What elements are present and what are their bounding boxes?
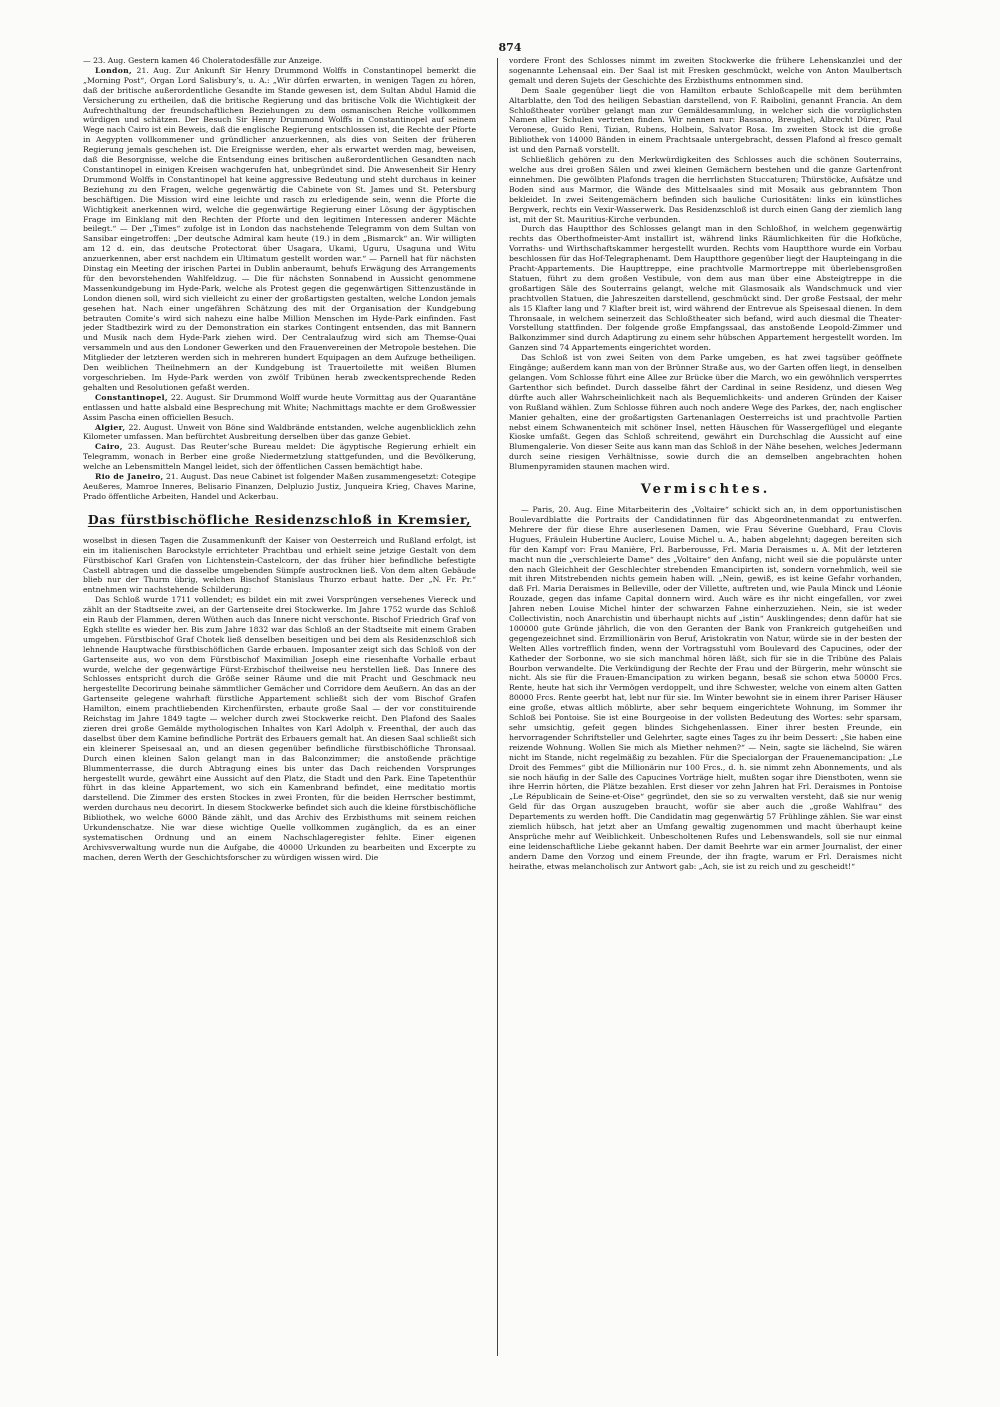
news-text: 21. August. Das neue Cabinet ist folgender Maßen zusammengesetzt: Cotegipe Aeußeres, Mamroe Inneres, Belisario Finanzen, Delpluzio Justiz, Junqueira Krieg, Chaves Marine, Prado öffentliche Arbeiten, Handel und Ackerbau. <box>83 472 476 501</box>
column-divider <box>497 58 498 1356</box>
news-item <box>83 472 476 502</box>
article-paragraph: Dem Saale gegenüber liegt die von Hamilton erbaute Schloßcapelle mit dem berühmten Altarblatte, den Tod des heiligen Sebastian darstellend, von F. Raibolini, genannt Francia. An dem Schloßtheater vorüber gelangt man zur Gemäldesammlung, in welcher sich die vorzüglichsten Namen aller Schulen vertreten finden. Wir nennen nur: Bassano, Breughel, Albrecht Dürer, Paul Veronese, Guido Reni, Tizian, Rubens, Holbein, Salvator Rosa. Im zweiten Stock ist die große Bibliothek von 14000 Bänden in einem Prachtsaale untergebracht, dessen Plafond al fresco gemalt ist und den Parnaß vorstellt. <box>509 85 902 155</box>
news-dateline: Cairo, <box>95 442 123 452</box>
news-dateline: Constantinopel, <box>95 392 168 402</box>
news-text: 21. Aug. Zur Ankunft Sir Henry Drummond Wolffs in Constantinopel bemerkt die „Morning Post“, Organ Lord Salisbury’s, u. A.: „Wir dürfen erwarten, in wenigen Tagen zu hören, daß der britische außerordentliche Gesandte im Stande gewesen ist, dem Sultan Abdul Hamid die Versicherung zu ertheilen, daß die britische Regierung und das britische Volk die Wichtigkeit der Aufrechthaltung der freundschaftlichen Beziehungen zu dem osmanischen Reiche vollkommen würdigen und schätzen. Der Besuch Sir Henry Drummond Wolffs in Constantinopel auf seinem Wege nach Cairo ist ein Beweis, daß die englische Regierung entschlossen ist, die Rechte der Pforte in Aegypten vollkommener und gründlicher anzuerkennen, als dies von Seiten der früheren Regierung jemals geschehen ist. Die Ereignisse werden, eher als erwartet werden mag, beweisen, daß die Besorgnisse, welche die Entsendung eines britischen außerordentlichen Gesandten nach Constantinopel in einigen Kreisen wachgerufen hat, unbegründet sind. Die Anwesenheit Sir Henry Drummond Wolffs in Constantinopel hat keine aggressive Bedeutung und steht durchaus in keiner Beziehung zu den Fragen, welche gegenwärtig die Cabinete von St. James und St. Petersburg beschäftigen. Die Mission wird eine leichte und rasch zu erledigende sein, wenn die Pforte die Wichtigkeit anerkennen wird, welche die gegenwärtige Regierung einer Lösung der ägyptischen Frage im Einklang mit den Rechten der Pforte und den legitimen Interessen anderer Mächte beilegt.“ — Der „Times“ zufolge ist in London das nachstehende Telegramm von dem Sultan von Sansibar eingetroffen: „Der deutsche Admiral kam heute (19.) in dem „Bismarck“ an. Wir willigten am 12 d. ein, das deutsche Protectorat über Usagara, Ukami, Uguru, Usaguna und Witu anzuerkennen, aber erst nachdem ein Ultimatum gestellt worden war.“ — Parnell hat für nächsten Dinstag ein Meeting der irischen Partei in Dublin anberaumt, behufs Erwägung des Arrangements für den bevorstehenden Wahlfeldzug. — Die für nächsten Sonnabend in Aussicht genommene Massenkundgebung im Hyde-Park, welche als Protest gegen die gegenwärtigen Sittenzustände in London dienen soll, wird sich vielleicht zu einer der großartigsten gestalten, welche London jemals gesehen hat. Nach einer ungefähren Schätzung des mit der Organisation der Kundgebung betrauten Comite’s wird sich nahezu eine halbe Million Menschen im Hyde-Park einfinden. Fast jeder Stadtbezirk wird zu der Demonstration ein starkes Contingent entsenden, das mit Bannern und Musik nach dem Hyde-Park ziehen wird. Der Centralaufzug wird sich am Themse-Quai versammeln und aus den Londoner Gewerken und den Frauenvereinen der Metropole bestehen. Die Mitglieder der letzteren werden sich in mehreren hundert Equipagen an dem Aufzuge betheiligen. Den weiblichen Theilnehmern an der Kundgebung ist Trauertoilette mit weißen Blumen vorgeschrieben. Im Hyde-Park werden von zwölf Tribünen herab zweckentsprechende Reden gehalten und Resolutionen gefaßt werden. <box>83 65 476 392</box>
article-paragraph: Das Schloß wurde 1711 vollendet; es bildet ein mit zwei Vorsprüngen versehenes Viereck und zählt an der Stadtseite zwei, an der Gartenseite drei Stockwerke. Im Jahre 1752 wurde das Schloß ein Raub der Flammen, deren Wüthen auch das Innere nicht verschonte. Bischof Friedrich Graf von Egkh stellte es wieder her. Bis zum Jahre 1832 war das Schloß an der Stadtseite mit einem Graben umgeben. Fürstbischof Graf Chotek ließ denselben beseitigen und bei dem als Residenzschloß sich lehnende Hauptwache fürstbischöflichen Garde erbauen. Imposanter zeigt sich das Schloß von der Gartenseite aus, wo von dem Fürstbischof Maximilian Joseph eine riesenhafte Vorhalle erbaut wurde, welche der gegenwärtige Fürst-Erzbischof theilweise neu herstellen ließ. Das Innere des Schlosses entspricht durch die Größe seiner Räume und die mit Pracht und Geschmack neu hergestellte Decorirung beinahe sämmtlicher Gemächer und Corridore dem Aeußern. An das an der Gartenseite gelegene wahrhaft fürstliche Appartement schließt sich der vom Bischof Grafen Hamilton, einem prachtliebenden Kirchenfürsten, erbaute große Saal — der vor constituirende Reichstag im Jahre 1849 tagte — welcher durch zwei Stockwerke reicht. Den Plafond des Saales zieren drei große Gemälde mythologischen Inhaltes von Karl Adolph v. Freenthal, der auch das daselbst über dem Kamine befindliche Porträt des Erbauers gemalt hat. An diesen Saal schließt sich ein kleinerer Speisesaal an, und an diesen gegenüber befindliche fürstbischöfliche Thronsaal. Durch einen kleinen Salon gelangt man in das Balconzimmer; die anstoßende prächtige Blummenterrasse, die durch Abtragung eines bis unter das Dach reichenden Vorsprunges hergestellt wurde, gewährt eine Aussicht auf den Platz, die Stadt und den Park. Eine Tapetenthür führt in das kleine Appartement, wo sich ein Kamenbrand befindet, eine meditatio mortis darstellend. Die Zimmer des ersten Stockes in zwei Fronten, für die beiden Herrscher bestimmt, werden durchaus neu decorirt. In diesem Stockwerke befindet sich auch die kleine fürstbischöfliche Bibliothek, wo welche 6000 Bände zählt, und das Archiv des Erzbisthums mit seinem reichen Urkundenschatze. Nie war diese wichtige Quelle vollkommen zugänglich, da es an einer systematischen Ordnung und an einem Nachschlageregister fehlte. Einer eigenen Archivsverwaltung wurde nun die Aufgabe, die 40000 Urkunden zu bearbeiten und Excerpte zu machen, deren Werth der Geschichtsforscher zu würdigen wissen wird. Die <box>83 595 476 862</box>
news-text: 23. August. Das Reuter’sche Bureau meldet: Die ägyptische Regierung erhielt ein Telegramm, wonach in Berber eine große Niedermetzlung stattgefunden, und die Bevölkerung, welche an Lebensmitteln Mangel leidet, sich der öffentlichen Cassen bemächtigt habe. <box>83 442 476 472</box>
page-number: 874 <box>498 41 522 54</box>
article-paragraph: Durch das Hauptthor des Schlosses gelangt man in den Schloßhof, in welchem gegenwärtig rechts das Oberthofmeister-Amt installirt ist, während links Räumlichkeiten für die Hofküche, Vorraths- und Wirthschaftskammer hergestellt wurden. Rechts vom Hauptthore wurde ein Vorbau beschlossen für das Hof-Telegraphenamt. Dem Hauptthore gegenüber liegt der Haupteingang in die Pracht-Appartements. Die Haupttreppe, eine prachtvolle Marmortreppe mit überlebensgroßen Statuen, führt zu dem großen Vestibule, von dem aus man über eine Absteigtreppe in die großartigen Säle des Souterrains gelangt, welche mit Glasmosaik als Wandschmuck und vier prachtvollen Statuen, die Jahreszeiten darstellend, geschmückt sind. Der große Festsaal, der mehr als 15 Klafter lang und 7 Klafter breit ist, wird während der Entrevue als Speisesaal dienen. In dem Thronsaale, in welchem seinerzeit das Schloßtheater sich befand, wird auch diesmal die Theater-Vorstellung stattfinden. Der folgende große Empfangssaal, das anstoßende Leopold-Zimmer und Balkonzimmer sind durch Adaptirung zu einem sehr hübschen Appartement hergestellt worden. Im Ganzen sind 74 Appartements eingerichtet worden. <box>509 224 902 353</box>
news-item <box>83 423 476 443</box>
article-paragraph: Das Schloß ist von zwei Seiten von dem Parke umgeben, es hat zwei tagsüber geöffnete Eingänge; außerdem kann man von der Brünner Straße aus, wo der Garten offen liegt, in denselben gelangen. Vom Schlosse führt eine Allee zur Brücke über die March, wo ein gewöhnlich versperrtes Gartenthor sich befindet. Durch dasselbe fährt der Cardinal in seine Residenz, und diesen Weg dürfte auch aller Wahrscheinlichkeit nach als Bequemlichkeits- und anderen Gründen der Kaiser von Rußland wählen. Zum Schlosse führen auch noch andere Wege des Parkes, der, nach englischer Manier gehalten, eine der großartigsten Gartenanlagen Oesterreichs ist und prachtvolle Partien nebst einem Schwanenteich mit schöner Insel, netten Häuschen für Wassergeflügel und elegante Kioske umfaßt. Gegen das Schloß schreitend, gewährt ein Durchschlag die Aussicht auf eine Blumengalerie. Von dieser Seite aus kann man das Schloß in der Nähe besehen, welches Jedermann durch seine riesigen Verhältnisse, sowie durch die an demselben angebrachten hohen Blumenpyramiden staunen machen wird. <box>509 353 902 472</box>
news-item <box>83 56 476 66</box>
news-text: 22. August. Unweit von Böne sind Waldbrände entstanden, welche augenblicklich zehn Kilometer umfassen. Man befürchtet Ausbreitung derselben über das ganze Gebiet. <box>83 422 476 442</box>
news-text: 22. August. Sir Drummond Wolff wurde heute Vormittag aus der Quarantäne entlassen und hatte alsbald eine Besprechung mit White; Nachmittags machte er dem Großwessier Assim Pascha einen officiellen Besuch. <box>83 392 476 422</box>
article-paragraph: Schließlich gehören zu den Merkwürdigkeiten des Schlosses auch die schönen Souterrains, welche aus drei großen Sälen und zwei kleinen Gemächern bestehen und die ganze Gartenfront einnehmen. Die gewölbten Plafonds tragen die herrlichsten Stuccaturen; Thürstöcke, Aufsätze und Boden sind aus Marmor, die Wände des Mittelsaales sind mit Mosaik aus gebranntem Thon bekleidet. In zwei Seitengemächern befinden sich bauliche Curiositäten: links ein künstliches Bergwerk, rechts ein Vexir-Wasserwerk. Das Residenzschloß ist durch einen Gang der ziemlich lang ist, mit der St. Mauritius-Kirche verbunden. <box>509 155 902 224</box>
news-dateline: Rio de Janeiro, <box>95 472 164 482</box>
news-dateline: London, <box>95 65 132 75</box>
section-heading: Das fürstbischöfliche Residenzschloß in Kremsier, <box>87 511 472 527</box>
article-paragraph: — Paris, 20. Aug. Eine Mitarbeiterin des „Voltaire“ schickt sich an, in dem opportunistischen Boulevardblatte die Portraits der Candidatinnen für das Abgeordnetenmandat zu entwerfen. Mehrere der für diese Ehre auserlesenen Damen, wie Frau Séverine Guebhard, Frau Clovis Hugues, Fräulein Hubertine Auclerc, Louise Michel u. A., haben abgelehnt; dagegen bereiten sich für den Kampf vor: Frau Manière, Frl. Barberousse, Frl. Maria Deraismes u. A. Mit der letzteren macht nun die „verschleierte Dame“ des „Voltaire“ den Anfang, nicht weil sie die populärste unter den nach Gleichheit der Geschlechter strebenden Emancipirten ist, sondern vornehmlich, weil sie mit ihren Mitstrebenden nichts gemein haben will. „Nein, gewiß, es ist keine Gefahr vorhanden, daß Frl. Maria Deraismes in Belleville, oder der Villette, auftreten und, wie Paula Minck und Léonie Rouzade, gegen das infame Capital donnern wird. Auch wäre es ihr nicht eingefallen, vor zwei Jahren neben Louise Michel hinter der schwarzen Fahne einherzuziehen. Nein, sie ist weder Collectivistin, noch Anarchistin und überhaupt nichts auf „istin“ Ausklingendes; denn dafür hat sie 100000 gute Gründe jährlich, die von den Geranten der Bank von Frankreich gutgeheißen und gegengezeichnet sind. Erzmillionärin von Beruf, Aristokratin von Natur, würde sie in der besten der Welten Alles vortrefflich finden, wenn der Vortragsstuhl vom Boulevard des Capucines, oder der Katheder der Sorbonne, wo sie sich manchmal hören läßt, sich für sie in die Tribüne des Palais Bourbon verwandelte. Die Verkündigung der Rechte der Frau und der Bürgerin, mehr wünscht sie nicht. Als sie für die Frauen-Emancipation zu wirken begann, besaß sie schon etwa 50000 Frcs. Rente, heute hat sich ihr Vermögen verdoppelt, und ihre Schwester, welche von einem alten Gatten 80000 Frcs. Rente geerbt hat, lebt nur für sie. Im Winter bewohnt sie in einem ihrer Pariser Häuser eine große, etwas altlich möblirte, aber sehr bequem eingerichtete Wohnung, im Sommer ihr Schloß bei Pontoise. Sie ist eine Bourgeoise in der vollsten Bedeutung des Wortes: sehr sparsam, sehr umsichtig, gefeit gegen blindes Sichgehenlassen. Einer ihrer besten Freunde, ein hervorragender Schriftsteller und Gelehrter, sagte eines Tages zu ihr beim Dessert: „Sie haben eine reizende Wohnung. Wollen Sie mich als Miether nehmen?“ — Nein, sagte sie lächelnd, Sie wären nicht im Stande, nicht regelmäßig zu bezahlen. Für die Specialorgan der Frauenemancipation: „Le Droit des Femmes“ gibt die Millionärin nur 100 Frcs., d. h. sie nimmt zehn Abonnements, und als sie noch häufig in der Salle des Capucines Vorträge hielt, mußten sogar ihre Dienstboten, wenn sie ihre Herrin hörten, die Plätze bezahlen. Erst dieser vor zehn Jahren hat Frl. Deraismes in Pontoise „Le Républicain de Seine-et-Oise“ gegründet, den sie so zu verwalten versteht, daß sie nur wenig Geld für das Organ auszugeben braucht, wofür sie aber auch die „große Wahlfrau“ des Departements zu werden hofft. Die Candidatin mag gegenwärtig 57 Frühlinge zählen. Sie war einst ziemlich hübsch, hat jetzt aber an Umfang gewaltig zugenommen und macht überhaupt keine Ansprüche mehr auf Weiblichkeit. Unbescholtenen Rufes und Lebenswandels, soll sie nur einmal eine leidenschaftliche Liebe gekannt haben. Der damit Beehrte war ein armer Journalist, der einer andern Dame den Vorzog und einem Freunde, der ihn fragte, warum er Frl. Deraismes nicht heirathe, etwas melancholisch zur Antwort gab: „Ach, sie ist zu reich und zu gescheidt!“ <box>509 505 902 871</box>
news-item <box>83 442 476 472</box>
article-paragraph: woselbst in diesen Tagen die Zusammenkunft der Kaiser von Oesterreich und Rußland erfolgt, ist ein im italienischen Barockstyle errichteter Prachtbau und erhielt seine jetzige Gestalt von dem Fürstbischof Karl Grafen von Lichtenstein-Castelcorn, der das früher hier befindliche befestigte Castell abtragen und die dasselbe umgebenden Sümpfe austrocknen ließ. Von dem alten Gebäude blieb nur der Thurm übrig, welchen Bischof Stanislaus Thurzo erbaut hatte. Der „N. Fr. Pr.“ entnehmen wir nachstehende Schilderung: <box>83 535 476 595</box>
news-item <box>83 393 476 423</box>
news-item <box>83 66 476 393</box>
right-column <box>509 56 902 1356</box>
article-paragraph: vordere Front des Schlosses nimmt im zweiten Stockwerke die frühere Lehenskanzlei und der sogenannte Lehensaal ein. Der Saal ist mit Fresken geschmückt, welche von Anton Maulbertsch gemalt und deren Sujets der Geschichte des Erzbisthums entnommen sind. <box>509 56 902 85</box>
news-dateline: Algier, <box>95 422 126 432</box>
left-column <box>83 56 476 1356</box>
news-text: — 23. Aug. Gestern kamen 46 Choleratodesfälle zur Anzeige. <box>83 56 322 65</box>
section-heading: Vermischtes. <box>640 482 771 498</box>
